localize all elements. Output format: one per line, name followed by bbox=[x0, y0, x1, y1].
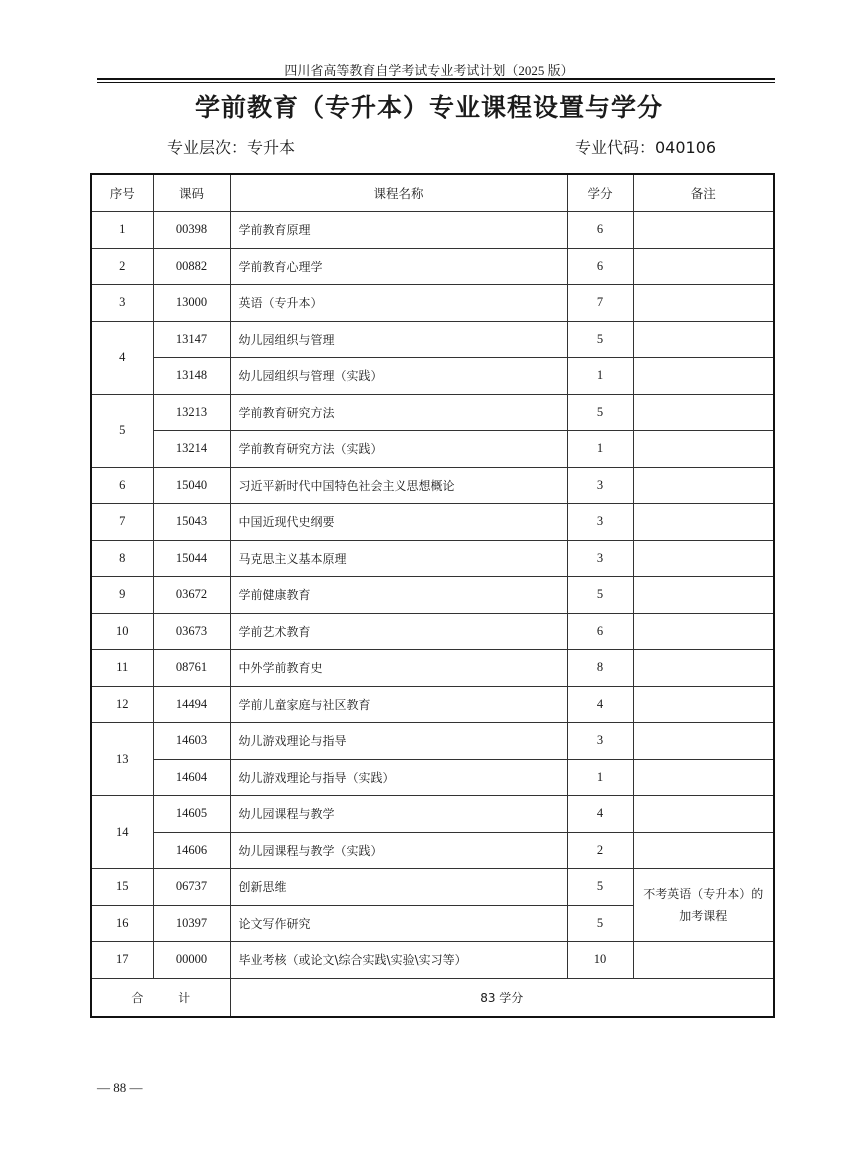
row-note bbox=[633, 394, 774, 431]
row-note bbox=[633, 759, 774, 796]
row-name: 论文写作研究 bbox=[230, 905, 567, 942]
row-name: 幼儿游戏理论与指导（实践） bbox=[230, 759, 567, 796]
row-credit: 5 bbox=[567, 321, 633, 358]
row-code: 08761 bbox=[153, 650, 230, 687]
row-no: 11 bbox=[91, 650, 153, 687]
row-no: 8 bbox=[91, 540, 153, 577]
row-note bbox=[633, 504, 774, 541]
total-row bbox=[91, 978, 774, 1017]
table-row bbox=[91, 212, 774, 249]
row-name: 幼儿游戏理论与指导 bbox=[230, 723, 567, 760]
table-row bbox=[91, 869, 774, 906]
row-credit: 1 bbox=[567, 358, 633, 395]
header-no: 序号 bbox=[91, 174, 153, 212]
row-code: 13148 bbox=[153, 358, 230, 395]
row-code: 10397 bbox=[153, 905, 230, 942]
row-no: 13 bbox=[91, 723, 153, 796]
table-row bbox=[91, 942, 774, 979]
running-head: 四川省高等教育自学考试专业考试计划（2025 版） bbox=[284, 63, 574, 78]
row-credit: 10 bbox=[567, 942, 633, 979]
table-row bbox=[91, 321, 774, 358]
row-name: 中外学前教育史 bbox=[230, 650, 567, 687]
row-no: 16 bbox=[91, 905, 153, 942]
row-name: 中国近现代史纲要 bbox=[230, 504, 567, 541]
total-value: 83 学分 bbox=[230, 978, 774, 1017]
row-name: 毕业考核（或论文\综合实践\实验\实习等） bbox=[230, 942, 567, 979]
row-code: 03673 bbox=[153, 613, 230, 650]
row-credit: 6 bbox=[567, 212, 633, 249]
row-no: 2 bbox=[91, 248, 153, 285]
row-code: 06737 bbox=[153, 869, 230, 906]
row-code: 14494 bbox=[153, 686, 230, 723]
row-name: 幼儿园课程与教学 bbox=[230, 796, 567, 833]
row-note bbox=[633, 467, 774, 504]
row-credit: 3 bbox=[567, 540, 633, 577]
row-code: 13147 bbox=[153, 321, 230, 358]
row-no: 10 bbox=[91, 613, 153, 650]
header-name: 课程名称 bbox=[230, 174, 567, 212]
row-code: 14606 bbox=[153, 832, 230, 869]
table-row bbox=[91, 723, 774, 760]
header-rule-thin bbox=[97, 82, 775, 83]
row-credit: 5 bbox=[567, 394, 633, 431]
row-credit: 6 bbox=[567, 248, 633, 285]
row-credit: 3 bbox=[567, 467, 633, 504]
header-rule-thick bbox=[97, 78, 775, 80]
row-note bbox=[633, 321, 774, 358]
row-note bbox=[633, 686, 774, 723]
row-note bbox=[633, 613, 774, 650]
total-label-1: 合 bbox=[131, 990, 144, 1005]
row-code: 14603 bbox=[153, 723, 230, 760]
table-row bbox=[91, 759, 774, 796]
row-credit: 7 bbox=[567, 285, 633, 322]
row-name: 学前教育研究方法 bbox=[230, 394, 567, 431]
row-credit: 2 bbox=[567, 832, 633, 869]
row-no: 15 bbox=[91, 869, 153, 906]
row-no: 1 bbox=[91, 212, 153, 249]
row-credit: 4 bbox=[567, 796, 633, 833]
row-credit: 5 bbox=[567, 577, 633, 614]
row-note bbox=[633, 212, 774, 249]
table-row bbox=[91, 431, 774, 468]
table-row bbox=[91, 796, 774, 833]
major-code: 专业代码：040106 bbox=[575, 138, 717, 157]
row-note bbox=[633, 431, 774, 468]
row-code: 15043 bbox=[153, 504, 230, 541]
row-note bbox=[633, 723, 774, 760]
row-credit: 3 bbox=[567, 723, 633, 760]
row-note bbox=[633, 942, 774, 979]
row-no: 6 bbox=[91, 467, 153, 504]
row-no: 4 bbox=[91, 321, 153, 394]
row-no: 5 bbox=[91, 394, 153, 467]
table-row bbox=[91, 577, 774, 614]
table-row bbox=[91, 504, 774, 541]
table-row bbox=[91, 285, 774, 322]
row-code: 13214 bbox=[153, 431, 230, 468]
row-note bbox=[633, 248, 774, 285]
row-name: 创新思维 bbox=[230, 869, 567, 906]
row-credit: 3 bbox=[567, 504, 633, 541]
row-note bbox=[633, 285, 774, 322]
note-line-2: 加考课程 bbox=[679, 909, 728, 923]
table-row bbox=[91, 650, 774, 687]
row-code: 15040 bbox=[153, 467, 230, 504]
row-credit: 1 bbox=[567, 431, 633, 468]
row-note bbox=[633, 832, 774, 869]
page-title: 学前教育（专升本）专业课程设置与学分 bbox=[194, 93, 663, 122]
row-code: 00000 bbox=[153, 942, 230, 979]
row-note bbox=[633, 650, 774, 687]
table-row bbox=[91, 686, 774, 723]
row-credit: 8 bbox=[567, 650, 633, 687]
row-code: 15044 bbox=[153, 540, 230, 577]
row-code: 14604 bbox=[153, 759, 230, 796]
table-row bbox=[91, 832, 774, 869]
row-code: 14605 bbox=[153, 796, 230, 833]
row-no: 7 bbox=[91, 504, 153, 541]
row-no: 17 bbox=[91, 942, 153, 979]
row-no: 14 bbox=[91, 796, 153, 869]
row-credit: 4 bbox=[567, 686, 633, 723]
total-label-2: 计 bbox=[178, 990, 191, 1005]
row-note bbox=[633, 796, 774, 833]
major-level: 专业层次：专升本 bbox=[167, 138, 296, 157]
row-code: 00398 bbox=[153, 212, 230, 249]
table-row bbox=[91, 613, 774, 650]
row-name: 学前儿童家庭与社区教育 bbox=[230, 686, 567, 723]
row-name: 幼儿园组织与管理（实践） bbox=[230, 358, 567, 395]
row-name: 幼儿园组织与管理 bbox=[230, 321, 567, 358]
row-code: 13213 bbox=[153, 394, 230, 431]
row-note-additional-courses bbox=[633, 869, 774, 942]
row-name: 学前艺术教育 bbox=[230, 613, 567, 650]
row-name: 英语（专升本） bbox=[230, 285, 567, 322]
row-name: 学前教育研究方法（实践） bbox=[230, 431, 567, 468]
row-name: 幼儿园课程与教学（实践） bbox=[230, 832, 567, 869]
table-row bbox=[91, 467, 774, 504]
row-credit: 5 bbox=[567, 869, 633, 906]
row-credit: 5 bbox=[567, 905, 633, 942]
row-note bbox=[633, 540, 774, 577]
row-no: 9 bbox=[91, 577, 153, 614]
row-name: 学前教育心理学 bbox=[230, 248, 567, 285]
total-label bbox=[91, 978, 230, 1017]
course-table bbox=[90, 173, 775, 1018]
row-no: 3 bbox=[91, 285, 153, 322]
note-line-1: 不考英语（专升本）的 bbox=[643, 887, 764, 901]
row-name: 学前教育原理 bbox=[230, 212, 567, 249]
table-row bbox=[91, 358, 774, 395]
row-note bbox=[633, 358, 774, 395]
page-number: — 88 — bbox=[97, 1080, 143, 1095]
row-code: 00882 bbox=[153, 248, 230, 285]
table-row bbox=[91, 540, 774, 577]
table-row bbox=[91, 248, 774, 285]
header-credit: 学分 bbox=[567, 174, 633, 212]
table-row bbox=[91, 394, 774, 431]
row-note bbox=[633, 577, 774, 614]
row-credit: 6 bbox=[567, 613, 633, 650]
row-name: 马克思主义基本原理 bbox=[230, 540, 567, 577]
row-no: 12 bbox=[91, 686, 153, 723]
header-note: 备注 bbox=[633, 174, 774, 212]
row-name: 学前健康教育 bbox=[230, 577, 567, 614]
row-credit: 1 bbox=[567, 759, 633, 796]
table-header-row bbox=[91, 174, 774, 212]
row-code: 13000 bbox=[153, 285, 230, 322]
row-code: 03672 bbox=[153, 577, 230, 614]
row-name: 习近平新时代中国特色社会主义思想概论 bbox=[230, 467, 567, 504]
header-code: 课码 bbox=[153, 174, 230, 212]
